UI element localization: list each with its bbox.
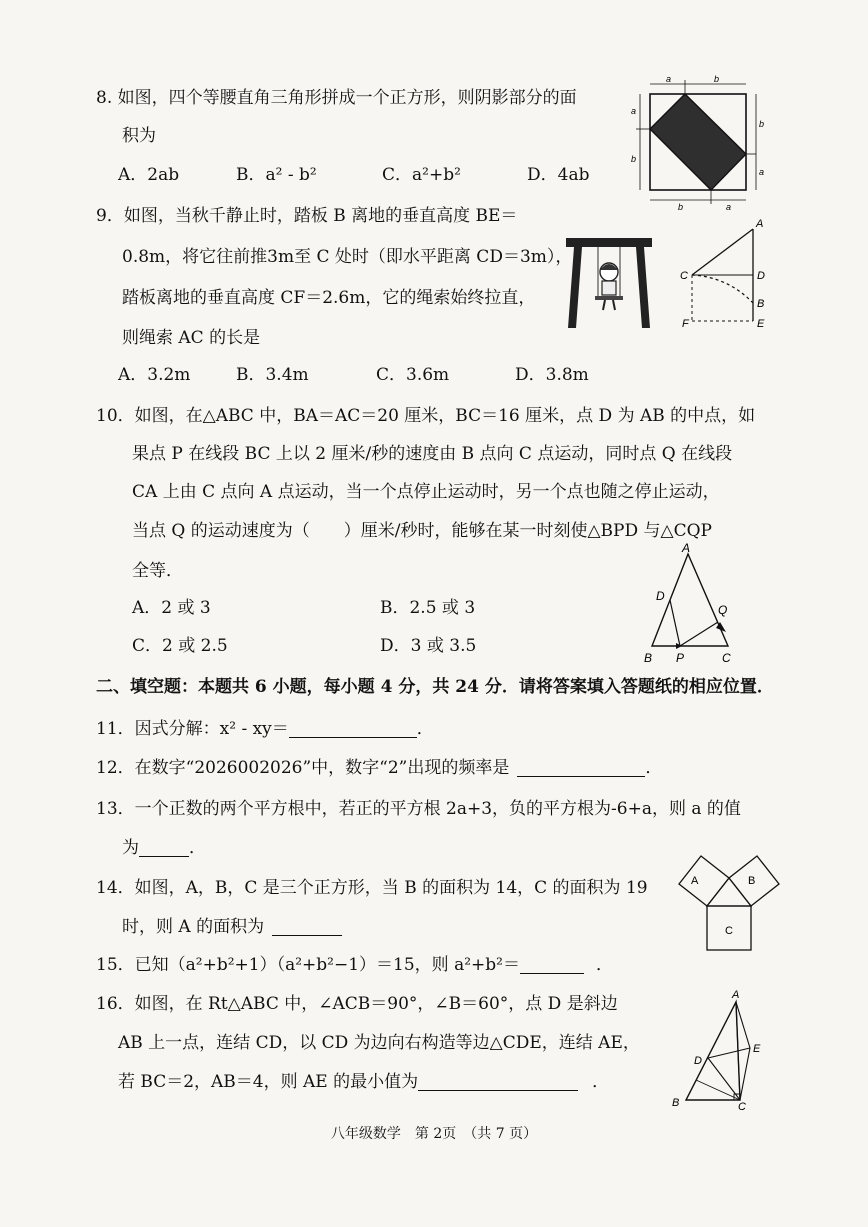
q8-option-b: B．a² - b² <box>236 165 317 185</box>
q8-label-bottom-a: a <box>726 202 732 212</box>
q15-end: ． <box>595 955 613 975</box>
q16-label-a: A <box>732 989 740 1001</box>
q14-label-a: A <box>691 875 699 887</box>
q10-label-c: C <box>722 651 731 665</box>
q9-line3: 踏板离地的垂直高度 CF＝2.6m，它的绳索始终拉直， <box>122 288 536 308</box>
q12-text: 12．在数字“2026002026”中，数字“2”出现的频率是 <box>96 758 510 778</box>
q10-line3: CA 上由 C 点向 A 点运动，当一个点停止运动时，另一个点也随之停止运动， <box>132 482 720 502</box>
q12-answer-blank <box>517 762 645 777</box>
q11 <box>96 721 434 738</box>
q8-label-left-b: b <box>631 154 637 164</box>
q8-option-c: C．a²+b² <box>382 165 461 185</box>
q13-line1: 13．一个正数的两个平方根中，若正的平方根 2a+3，负的平方根为-6+a，则 a 的值 <box>96 799 741 819</box>
q8-figure <box>628 72 768 212</box>
q9-line2: 0.8m，将它往前推3m至 C 处时（即水平距离 CD＝3m）， <box>122 247 573 267</box>
q9-line4: 则绳索 AC 的长是 <box>122 328 261 348</box>
q16-label-d: D <box>694 1055 702 1067</box>
q9-line1: 9．如图，当秋千静止时，踏板 B 离地的垂直高度 BE＝ <box>96 206 518 226</box>
q9-label-b: B <box>757 298 765 310</box>
q9-label-f: F <box>682 318 689 330</box>
q9-label-d: D <box>757 270 765 282</box>
q16-line1: 16．如图，在 Rt△ABC 中，∠ACB＝90°，∠B＝60°，点 D 是斜边 <box>96 994 618 1014</box>
q8-label-top-a: a <box>666 74 672 84</box>
q14-line1: 14．如图，A，B，C 是三个正方形，当 B 的面积为 14，C 的面积为 19 <box>96 878 648 898</box>
q13-line2-text: 为 <box>122 838 139 858</box>
q10-label-p: P <box>676 651 685 665</box>
q15-answer-blank <box>520 959 584 974</box>
q10-line5: 全等． <box>132 561 183 581</box>
q15-text: 15．已知（a²+b²+1）（a²+b²−1）＝15，则 a²+b²＝ <box>96 955 520 975</box>
q13-line2 <box>122 840 206 857</box>
q8-label-bottom-b: b <box>678 202 684 212</box>
q10-option-b: B．2.5 或 3 <box>380 598 476 618</box>
q8-option-a: A．2ab <box>118 165 180 185</box>
q9-geometry-figure <box>676 215 776 333</box>
q11-answer-blank <box>289 723 417 738</box>
q16-label-e: E <box>753 1043 761 1055</box>
q14-line2-text: 时，则 A 的面积为 <box>122 917 265 937</box>
q9-label-e: E <box>757 318 765 330</box>
q14-squares-figure <box>678 844 788 959</box>
q10-line2: 果点 P 在线段 BC 上以 2 厘米/秒的速度由 B 点向 C 点运动，同时点 Q 在线段 <box>132 444 733 464</box>
q14-label-b: B <box>748 875 756 887</box>
q10-line1: 10．如图，在△ABC 中，BA＝AC＝20 厘米，BC＝16 厘米，点 D 为 AB 的中点，如 <box>96 406 756 426</box>
q9-label-c: C <box>680 270 688 282</box>
q10-line4: 当点 Q 的运动速度为（ ）厘米/秒时，能够在某一时刻使△BPD 与△CQP <box>132 521 712 541</box>
q9-option-c: C．3.6m <box>376 365 450 385</box>
q12 <box>96 760 662 777</box>
q16-line3 <box>118 1074 609 1091</box>
q10-label-a: A <box>682 542 691 555</box>
q16-line3-text: 若 BC＝2，AB＝4，则 AE 的最小值为 <box>118 1072 419 1092</box>
q14-label-c: C <box>725 925 733 937</box>
q14-line2 <box>122 919 342 936</box>
q12-end: ． <box>645 758 663 778</box>
q15 <box>96 957 613 974</box>
page-footer: 八年级数学 第 2页 （共 7 页） <box>330 1126 538 1142</box>
q9-label-a: A <box>756 218 764 230</box>
q10-label-q: Q <box>718 603 728 617</box>
q8-label-top-b: b <box>714 74 720 84</box>
q16-triangle-figure <box>664 986 774 1111</box>
q16-end: ． <box>592 1072 610 1092</box>
q13-end: ． <box>189 838 206 858</box>
q11-text: 11．因式分解：x² - xy＝ <box>96 719 289 739</box>
q8-label-left-a: a <box>631 106 637 116</box>
q9-option-d: D．3.8m <box>515 365 589 385</box>
q10-triangle-figure <box>636 542 756 667</box>
q16-answer-blank <box>418 1076 578 1091</box>
q16-label-c: C <box>738 1101 746 1111</box>
q8-label-right-a: a <box>759 167 765 177</box>
q8-label-right-b: b <box>759 119 765 129</box>
q9-option-a: A．3.2m <box>118 365 191 385</box>
q10-option-a: A．2 或 3 <box>132 598 211 618</box>
q8-option-d: D．4ab <box>527 165 590 185</box>
q16-label-b: B <box>672 1097 680 1109</box>
q8-line1: 8. 如图，四个等腰直角三角形拼成一个正方形，则阴影部分的面 <box>96 88 577 108</box>
q16-line2: AB 上一点，连结 CD，以 CD 为边向右构造等边△CDE，连结 AE， <box>118 1033 640 1053</box>
section-2-title: 二、填空题：本题共 6 小题，每小题 4 分，共 24 分．请将答案填入答题纸的相应位置． <box>96 677 774 697</box>
q13-answer-blank <box>139 842 189 857</box>
q14-answer-blank <box>272 921 342 936</box>
q11-end: ． <box>416 719 434 739</box>
q10-option-c: C．2 或 2.5 <box>132 636 228 656</box>
q10-label-b: B <box>644 651 653 665</box>
q10-label-d: D <box>656 589 665 603</box>
q9-option-b: B．3.4m <box>236 365 309 385</box>
q9-swing-illustration <box>562 232 658 332</box>
q10-option-d: D．3 或 3.5 <box>380 636 477 656</box>
q8-line2: 积为 <box>122 126 156 146</box>
